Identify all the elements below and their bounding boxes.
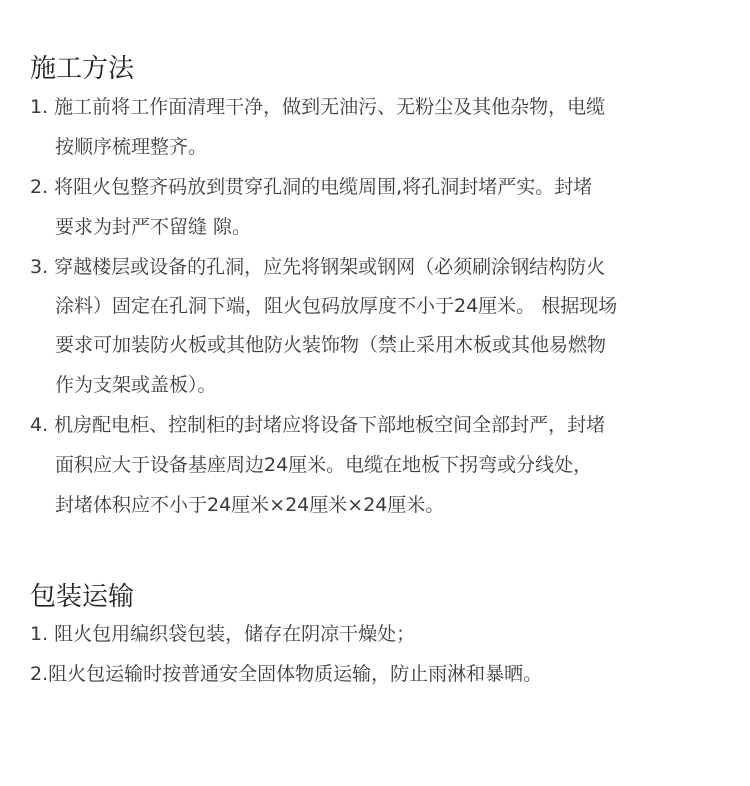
list-item-3-line-3: 要求可加装防火板或其他防火装饰物（禁止采用木板或其他易燃物: [55, 334, 607, 356]
list-item-2-line-1: 2. 将阻火包整齐码放到贯穿孔洞的电缆周围,将孔洞封堵严实。封堵: [30, 176, 593, 198]
list-item-1-line-1: 1. 施工前将工作面清理干净，做到无油污、无粉尘及其他杂物，电缆: [30, 96, 606, 118]
list-item-3-line-1: 3. 穿越楼层或设备的孔洞，应先将钢架或钢网（必须刷涂钢结构防火: [30, 256, 606, 278]
section-title-construction-method: 施工方法: [30, 54, 135, 84]
list-item-4-line-3: 封堵体积应不小于24厘米×24厘米×24厘米。: [55, 494, 445, 516]
list-item-4-line-2: 面积应大于设备基座周边24厘米。电缆在地板下拐弯或分线处，: [55, 454, 593, 476]
list-item-4-line-1: 4. 机房配电柜、控制柜的封堵应将设备下部地板空间全部封严，封堵: [30, 414, 606, 436]
list-item-packaging-1: 1. 阻火包用编织袋包装，储存在阴凉干燥处；: [30, 623, 416, 645]
list-item-3-line-4: 作为支架或盖板）。: [55, 374, 217, 396]
list-item-1-line-2: 按顺序梳理整齐。: [55, 136, 208, 158]
section-title-packaging-transport: 包装运输: [30, 582, 135, 612]
list-item-2-line-2: 要求为封严不留缝 隙。: [55, 216, 252, 238]
list-item-3-line-2: 涂料）固定在孔洞下端，阻火包码放厚度不小于24厘米。 根据现场: [55, 295, 618, 317]
list-item-packaging-2: 2.阻火包运输时按普通安全固体物质运输，防止雨淋和暴晒。: [30, 663, 543, 685]
